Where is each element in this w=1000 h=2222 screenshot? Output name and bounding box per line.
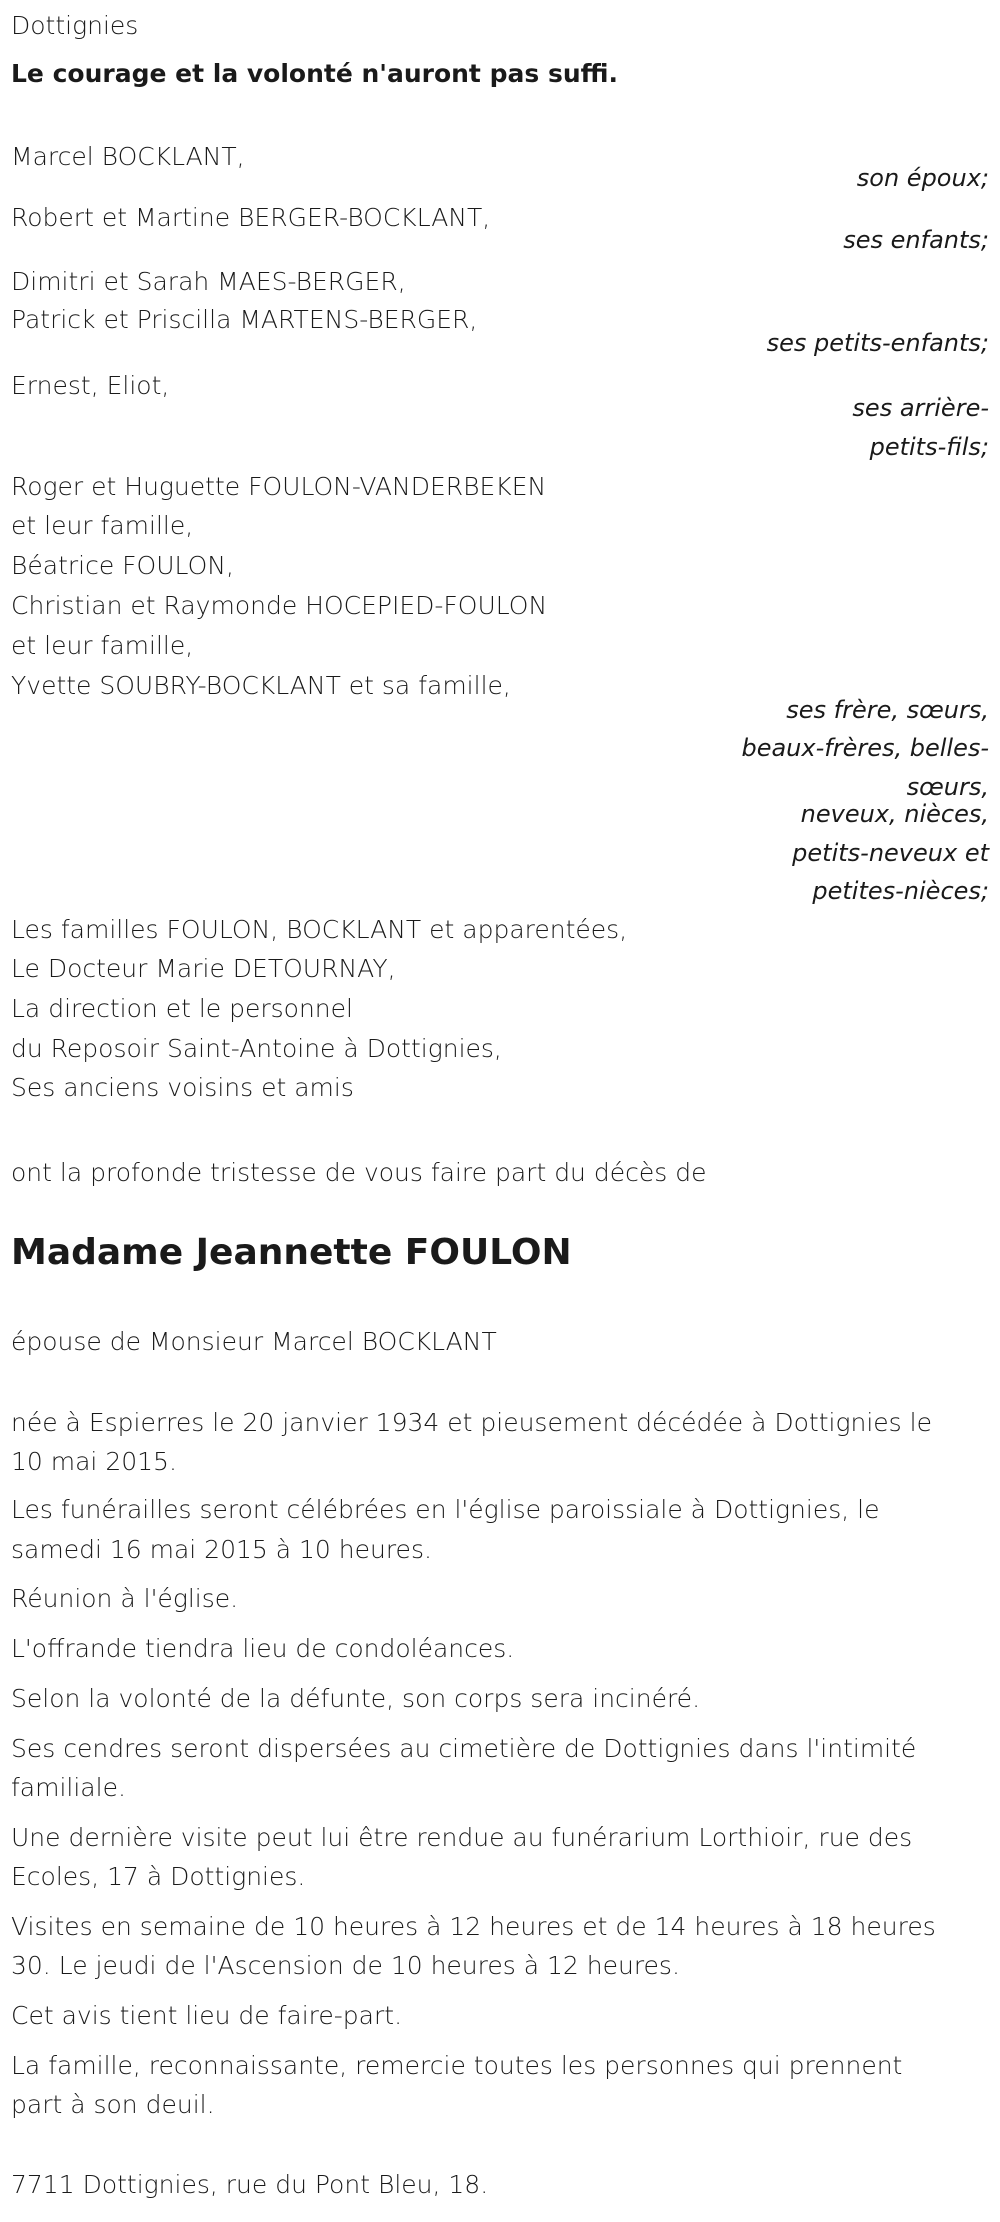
visit-line-2: Ecoles, 17 à Dottignies.: [11, 1862, 306, 1891]
siblings-role-1: ses frère, sœurs,: [786, 696, 989, 724]
others-line-1: Les familles FOULON, BOCKLANT et apparentées,: [11, 915, 628, 944]
deceased-name: Madame Jeannette FOULON: [11, 1232, 572, 1273]
spouse-role: son époux;: [856, 164, 989, 192]
others-line-3: La direction et le personnel: [11, 994, 353, 1023]
birth-death-line-1: née à Espierres le 20 janvier 1934 et pieusement décédée à Dottignies le: [11, 1408, 932, 1437]
visit-line-1: Une dernière visite peut lui être rendue au funérarium Lorthioir, rue des: [11, 1823, 913, 1852]
grandchildren-line-2: Patrick et Priscilla MARTENS-BERGER,: [11, 305, 478, 334]
hours-line-1: Visites en semaine de 10 heures à 12 heures et de 14 heures à 18 heures: [11, 1912, 936, 1941]
spouse-of-line: épouse de Monsieur Marcel BOCKLANT: [11, 1327, 497, 1356]
thanks-line-2: part à son deuil.: [11, 2090, 215, 2119]
announcement-intro: ont la profonde tristesse de vous faire part du décès de: [11, 1158, 707, 1187]
children-names: Robert et Martine BERGER-BOCKLANT,: [11, 203, 491, 232]
cremation-line: Selon la volonté de la défunte, son corps sera incinéré.: [11, 1684, 701, 1713]
siblings-line-2: et leur famille,: [11, 511, 194, 540]
nephews-role-1: neveux, nièces,: [800, 800, 989, 828]
siblings-line-1: Roger et Huguette FOULON-VANDERBEKEN: [11, 472, 547, 501]
siblings-line-3: Béatrice FOULON,: [11, 551, 234, 580]
siblings-line-5: et leur famille,: [11, 631, 194, 660]
siblings-role-2: beaux-frères, belles-: [741, 734, 989, 762]
quote-heading: Le courage et la volonté n'auront pas suffi.: [11, 59, 618, 88]
others-line-4: du Reposoir Saint-Antoine à Dottignies,: [11, 1034, 502, 1063]
birth-death-line-2: 10 mai 2015.: [11, 1447, 177, 1476]
location-heading: Dottignies: [11, 11, 139, 40]
hours-line-2: 30. Le jeudi de l'Ascension de 10 heures à 12 heures.: [11, 1951, 680, 1980]
funeral-line-2: samedi 16 mai 2015 à 10 heures.: [11, 1535, 432, 1564]
address-line: 7711 Dottignies, rue du Pont Bleu, 18.: [11, 2170, 489, 2199]
grandchildren-line-1: Dimitri et Sarah MAES-BERGER,: [11, 267, 406, 296]
siblings-role-3: sœurs,: [906, 773, 989, 801]
great-grandchildren-role-1: ses arrière-: [852, 394, 989, 422]
funeral-line-1: Les funérailles seront célébrées en l'église paroissiale à Dottignies, le: [11, 1495, 880, 1524]
nephews-role-2: petits-neveux et: [792, 839, 989, 867]
siblings-line-4: Christian et Raymonde HOCEPIED-FOULON: [11, 591, 548, 620]
notice-line: Cet avis tient lieu de faire-part.: [11, 2001, 403, 2030]
offering-line: L'offrande tiendra lieu de condoléances.: [11, 1634, 515, 1663]
ashes-line-2: familiale.: [11, 1773, 126, 1802]
children-role: ses enfants;: [843, 226, 989, 254]
great-grandchildren-names: Ernest, Eliot,: [11, 371, 170, 400]
siblings-line-6: Yvette SOUBRY-BOCKLANT et sa famille,: [11, 671, 511, 700]
thanks-line-1: La famille, reconnaissante, remercie toutes les personnes qui prennent: [11, 2051, 903, 2080]
others-line-5: Ses anciens voisins et amis: [11, 1073, 354, 1102]
grandchildren-role: ses petits-enfants;: [766, 329, 989, 357]
meeting-line: Réunion à l'église.: [11, 1584, 239, 1613]
others-line-2: Le Docteur Marie DETOURNAY,: [11, 954, 396, 983]
nephews-role-3: petites-nièces;: [812, 877, 989, 905]
great-grandchildren-role-2: petits-fils;: [869, 433, 989, 461]
spouse-name: Marcel BOCKLANT,: [11, 142, 245, 171]
ashes-line-1: Ses cendres seront dispersées au cimetière de Dottignies dans l'intimité: [11, 1734, 917, 1763]
